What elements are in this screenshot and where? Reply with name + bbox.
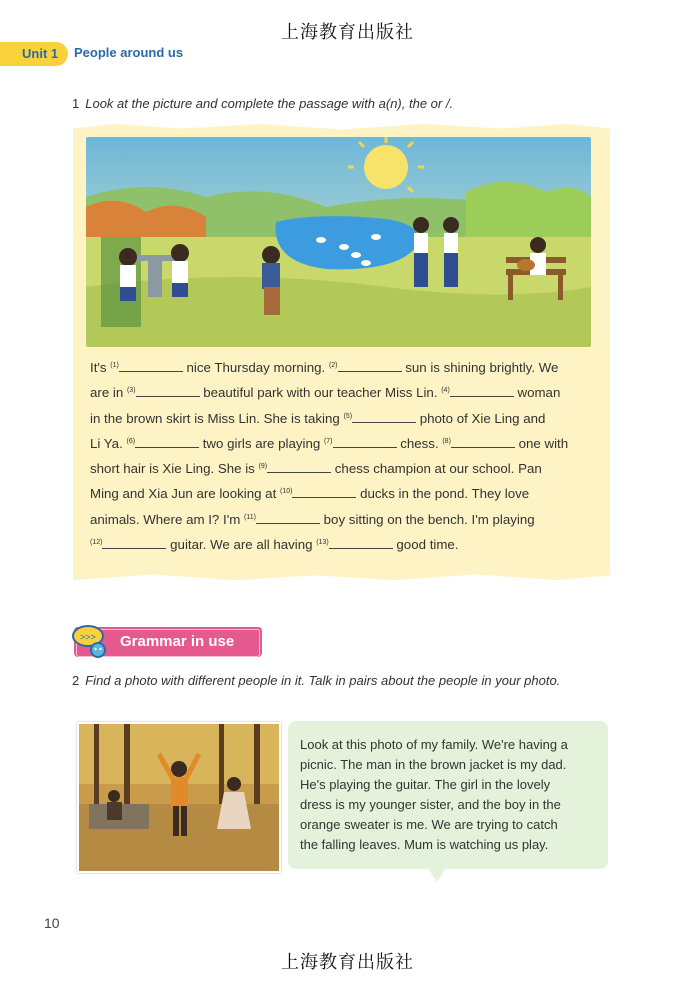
passage-text-segment: nice Thursday morning.: [182, 360, 329, 375]
page-number: 10: [44, 915, 60, 931]
passage-text-segment: Li Ya.: [90, 435, 127, 451]
exercise1-number: 1: [72, 96, 80, 111]
speech-bubble-text: [300, 735, 600, 855]
answer-blank[interactable]: [256, 511, 320, 524]
passage-text-segment: one with: [514, 435, 569, 451]
passage-text-segment: boy sitting on the bench. I'm playing: [319, 511, 535, 527]
publisher-footer: 上海教育出版社: [281, 952, 414, 973]
blank-number: (10): [279, 488, 293, 496]
passage-text-segment: short hair is Xie Ling. She is: [90, 461, 259, 477]
passage-text-segment: two girls are playing: [199, 435, 324, 451]
passage-text-segment: photo of Xie Ling and: [416, 410, 546, 426]
blank-number: (1): [110, 362, 119, 369]
passage-line: [90, 532, 595, 557]
passage-text-segment: It's: [90, 360, 111, 375]
passage-line: [90, 431, 595, 456]
exercise2-instruction-text: Find a photo with different people in it. Talk in pairs about the people in your photo.: [85, 673, 561, 688]
answer-blank[interactable]: [136, 384, 200, 397]
passage-text-segment: good time.: [392, 537, 459, 553]
unit-tab: [0, 42, 68, 66]
passage-text-segment: chess champion at our school. Pan: [331, 461, 542, 477]
answer-blank[interactable]: [450, 384, 514, 397]
answer-blank[interactable]: [451, 435, 515, 448]
blank-number: (4): [441, 387, 450, 395]
passage-text-segment: woman: [513, 385, 561, 401]
answer-blank[interactable]: [135, 435, 199, 448]
exercise1-instruction-text: Look at the picture and complete the passage with a(n), the or /.: [85, 96, 454, 111]
bubble-line: He's playing the guitar. The girl in the lovely: [300, 777, 551, 792]
bubble-line: dress is my younger sister, and the boy in the: [300, 797, 561, 812]
answer-blank[interactable]: [102, 536, 166, 549]
speech-bubble-icon: [70, 622, 110, 667]
blank-number: (8): [442, 437, 451, 445]
svg-text:>>>: >>>: [80, 632, 96, 642]
passage-line: [90, 456, 595, 481]
answer-blank[interactable]: [119, 359, 183, 372]
answer-blank[interactable]: [329, 536, 393, 549]
passage-text-segment: guitar. We are all having: [166, 537, 317, 553]
passage-text-segment: Ming and Xia Jun are looking at: [90, 486, 280, 502]
passage-text-segment: are in: [90, 385, 127, 401]
blank-number: (5): [343, 412, 353, 420]
unit-title: People around us: [74, 45, 184, 60]
passage-text-segment: in the brown skirt is Miss Lin. She is taking: [90, 410, 344, 426]
blank-number: (7): [323, 437, 333, 445]
exercise1-instruction: [72, 96, 453, 111]
exercise2-number: 2: [72, 673, 80, 688]
grammar-label: Grammar in use: [120, 633, 235, 650]
answer-blank[interactable]: [338, 359, 402, 372]
family-picnic-photo: [77, 722, 281, 873]
answer-blank[interactable]: [352, 410, 416, 423]
publisher-header: 上海教育出版社: [281, 22, 414, 43]
unit-label: Unit 1: [22, 46, 59, 61]
bubble-line: picnic. The man in the brown jacket is my dad.: [300, 757, 567, 772]
park-scene-illustration: [86, 137, 591, 347]
exercise2-instruction: [72, 673, 560, 688]
blank-number: (12): [90, 539, 103, 547]
passage-line: [90, 406, 595, 431]
passage-text-segment: beautiful park with our teacher Miss Lin.: [199, 385, 442, 401]
blank-number: (6): [126, 437, 136, 445]
speech-bubble-tail: [428, 868, 446, 882]
blank-number: (11): [244, 513, 256, 521]
answer-blank[interactable]: [292, 485, 356, 498]
blank-number: (13): [316, 539, 329, 547]
answer-blank[interactable]: [333, 435, 397, 448]
blank-number: (3): [126, 387, 136, 395]
passage-text-segment: chess.: [396, 435, 443, 451]
passage-line: [90, 380, 595, 405]
blank-number: (9): [258, 463, 268, 471]
blank-number: (2): [328, 362, 338, 369]
passage-text: [90, 355, 595, 557]
passage-text-segment: animals. Where am I? I'm: [90, 511, 245, 527]
answer-blank[interactable]: [267, 460, 331, 473]
bubble-line: the falling leaves. Mum is watching us play.: [300, 837, 549, 852]
passage-line: [90, 507, 595, 532]
passage-text-segment: sun is shining brightly. We: [401, 360, 559, 375]
bubble-line: Look at this photo of my family. We're having a: [300, 737, 568, 752]
bubble-line: orange sweater is me. We are trying to catch: [300, 817, 558, 832]
passage-line: [90, 355, 595, 380]
passage-text-segment: ducks in the pond. They love: [356, 486, 530, 502]
passage-line: [90, 481, 595, 506]
